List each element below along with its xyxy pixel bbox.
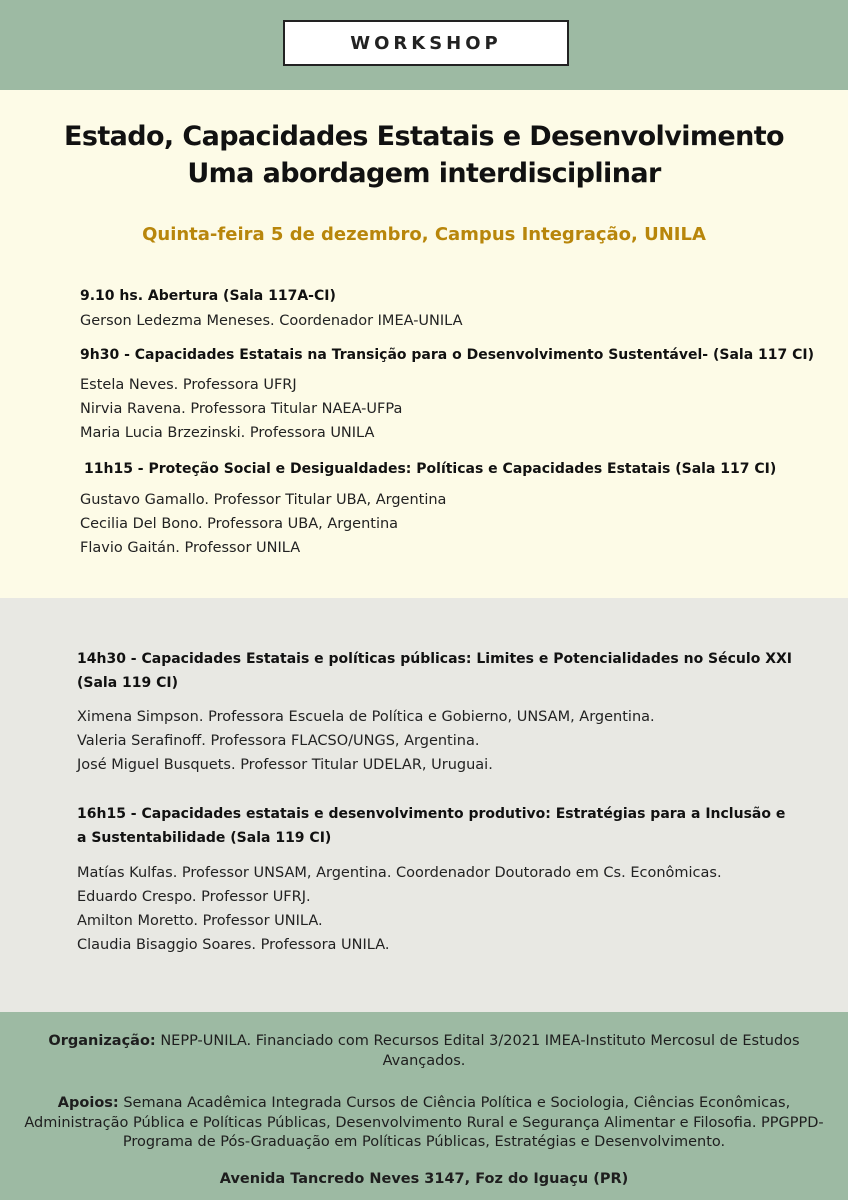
session-speaker: José Miguel Busquets. Professor Titular UDELAR, Uruguai.	[77, 757, 493, 773]
session-heading: 14h30 - Capacidades Estatais e políticas públicas: Limites e Potencialidades no Século XXI	[77, 651, 792, 667]
session-speaker: Cecilia Del Bono. Professora UBA, Argentina	[80, 516, 399, 532]
support-label: Apoios:	[57, 1095, 119, 1111]
session-speaker: Nirvia Ravena. Professora Titular NAEA-UFPa	[80, 401, 403, 417]
session-speaker: Matías Kulfas. Professor UNSAM, Argentina. Coordenador Doutorado em Cs. Econômicas.	[77, 865, 722, 881]
organization-text: NEPP-UNILA. Financiado com Recursos Edital 3/2021 IMEA-Instituto Mercosul de Estudos Avançados.	[160, 1033, 800, 1069]
session-speaker: Valeria Serafinoff. Professora FLACSO/UNGS, Argentina.	[77, 733, 480, 749]
event-title-line2: Uma abordagem interdisciplinar	[187, 158, 661, 189]
support-text: Semana Acadêmica Integrada Cursos de Ciência Política e Sociologia, Ciências Econômicas, Administração Pública e Políticas Públicas, Desenvolvimento Rural e Segurança Alimentar e Filosofia. PPGPPD-Programa de Pós-Graduação em Políticas Públicas, Estratégias e Desenvolvimento.	[24, 1095, 824, 1150]
event-title-line1: Estado, Capacidades Estatais e Desenvolvimento	[64, 121, 784, 152]
header-band	[0, 0, 848, 90]
session-heading: 9.10 hs. Abertura (Sala 117A-CI)	[80, 288, 336, 304]
workshop-badge: WORKSHOP	[283, 20, 569, 66]
session-speaker: Gustavo Gamallo. Professor Titular UBA, Argentina	[80, 492, 447, 508]
session-speaker: Ximena Simpson. Professora Escuela de Política e Gobierno, UNSAM, Argentina.	[77, 709, 655, 725]
session-heading: 9h30 - Capacidades Estatais na Transição para o Desenvolvimento Sustentável- (Sala 117 CI)	[80, 347, 815, 363]
session-speaker: Claudia Bisaggio Soares. Professora UNILA.	[77, 937, 390, 953]
event-date-location: Quinta-feira 5 de dezembro, Campus Integração, UNILA	[142, 224, 706, 245]
organization-note	[10, 1032, 838, 1071]
session-speaker: Estela Neves. Professora UFRJ	[80, 377, 297, 393]
session-heading: (Sala 119 CI)	[77, 675, 179, 691]
session-speaker: Maria Lucia Brzezinski. Professora UNILA	[80, 425, 375, 441]
organization-label: Organização:	[48, 1033, 156, 1049]
session-speaker: Flavio Gaitán. Professor UNILA	[80, 540, 301, 556]
session-speaker: Amilton Moretto. Professor UNILA.	[77, 913, 323, 929]
session-heading: a Sustentabilidade (Sala 119 CI)	[77, 830, 332, 846]
support-note	[10, 1094, 838, 1153]
session-speaker: Eduardo Crespo. Professor UFRJ.	[77, 889, 311, 905]
session-heading: 16h15 - Capacidades estatais e desenvolvimento produtivo: Estratégias para a Inclusão e	[77, 806, 786, 822]
session-heading: 11h15 - Proteção Social e Desigualdades: Políticas e Capacidades Estatais (Sala 117 CI)	[84, 461, 777, 477]
address: Avenida Tancredo Neves 3147, Foz do Iguaçu (PR)	[219, 1171, 629, 1187]
session-speaker: Gerson Ledezma Meneses. Coordenador IMEA-UNILA	[80, 313, 463, 329]
